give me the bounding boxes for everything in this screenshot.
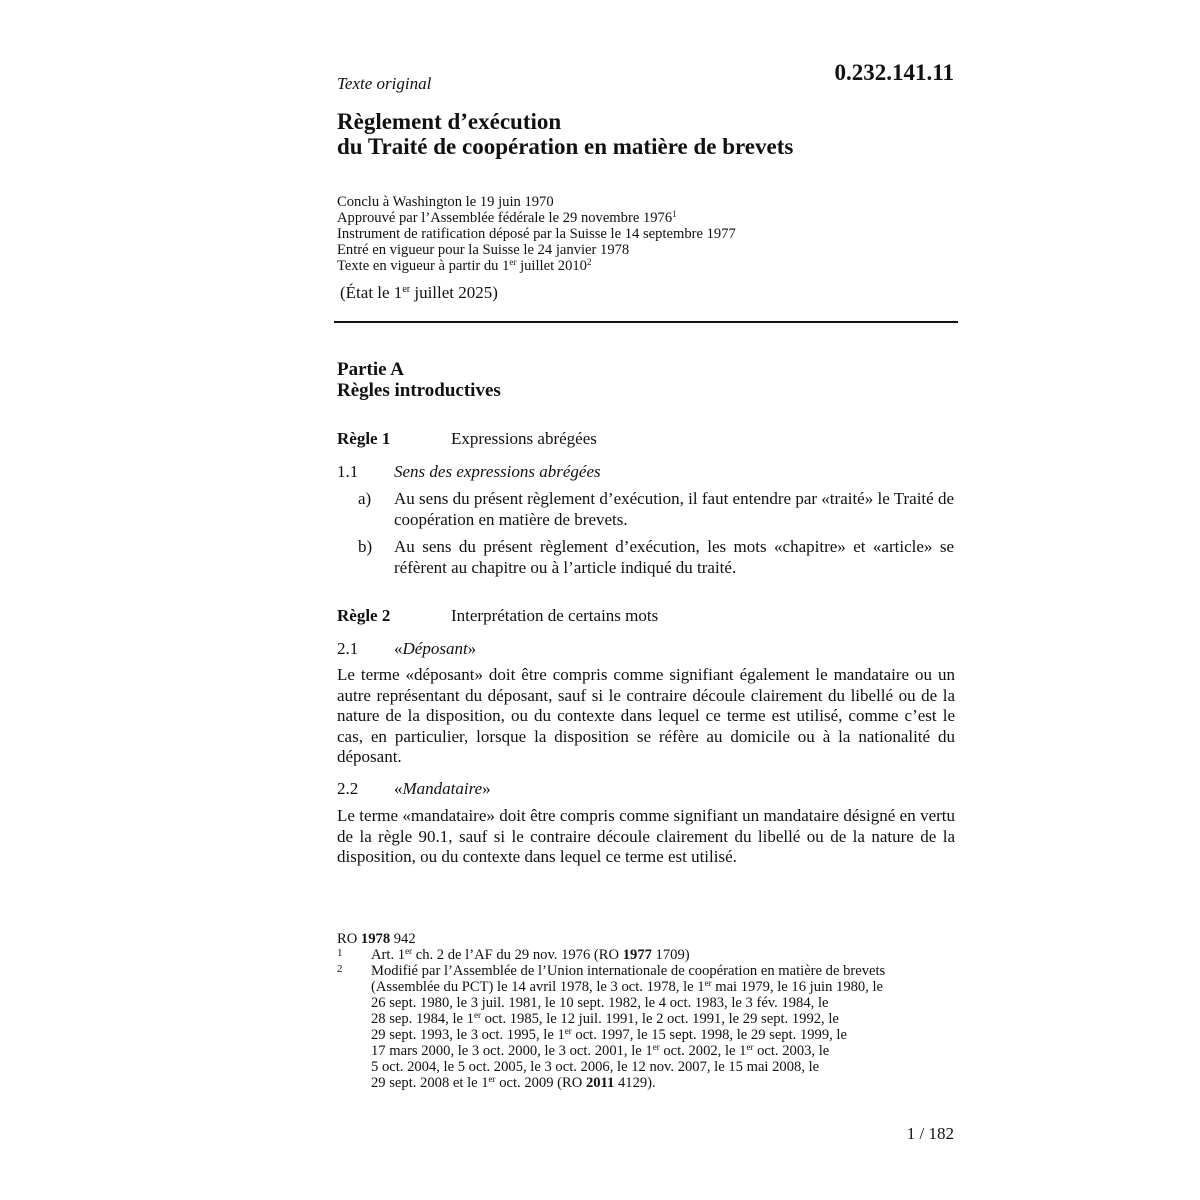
title-line-1: Règlement d’exécution <box>337 109 562 134</box>
rule-1-title: Expressions abrégées <box>451 429 597 448</box>
rule-2-2-title: Mandataire <box>402 779 483 798</box>
page-number: 1 / 182 <box>906 1124 954 1143</box>
footnote-1: 1 Art. 1er ch. 2 de l’AF du 29 nov. 1976 (RO 1977 1709) <box>337 946 690 963</box>
state-date: (État le 1er juillet 2025) <box>340 283 498 302</box>
document-title <box>337 109 793 159</box>
rule-2-2-heading: 2.2 «Mandataire» <box>337 779 491 798</box>
part-title: Règles introductives <box>337 380 501 401</box>
rule-2-title: Interprétation de certains mots <box>451 606 659 625</box>
rule-2-2-paragraph: Le terme «mandataire» doit être compris comme signifiant un mandataire désigné en vertu de la règle 90.1, sauf si le contraire découle clairement du libellé ou de la nature de la disposition, ou du contexte dans lequel ce terme est utilisé. <box>337 806 955 866</box>
part-label: Partie A <box>337 359 405 380</box>
document-page <box>337 0 959 1200</box>
rule-1-1-number: 1.1 <box>337 462 359 481</box>
rule-1-1-title: Sens des expressions abrégées <box>394 462 601 481</box>
footnotes <box>337 931 955 1091</box>
rule-2-1-title: Déposant <box>402 639 468 658</box>
footnote-2: 2 Modifié par l’Assemblée de l’Union internationale de coopération en matière de brevets (Assemblée du PCT) le 14 avril 1978, le 3 oct. 1978, le 1er mai 1979, le 16 juin 1980, le 26 sept. 1980, le 3 juil. 1981, le 10 sept. 1982, le 4 oct. 1983, le 3 fév. 1984, le 28 sep. 1984, le 1er oct. 1985, le 12 juil. 1991, le 2 oct. 1991, le 29 sept. 1992, le 29 sept. 1993, le 3 oct. 1995, le 1er oct. 1997, le 15 sept. 1998, le 29 sept. 1999, le 17 mars 2000, le 3 oct. 2000, le 3 oct. 2001, le 1er oct. 2002, le 1er oct. 2003, le 5 oct. 2004, le 5 oct. 2005, le 3 oct. 2006, le 12 nov. 2007, le 15 mai 2008, le 29 sept. 2008 et le 1er oct. 2009 (RO 2011 4129). <box>337 963 886 1091</box>
footnote-ref-1[interactable]: 1 <box>672 209 677 219</box>
sr-number: 0.232.141.11 <box>834 60 954 85</box>
meta-text-in-force: Texte en vigueur à partir du 1er juillet 2010$^2$ <box>337 257 592 274</box>
meta-in-force: Entré en vigueur pour la Suisse le 24 janvier 1978 <box>337 242 630 258</box>
rule-1-number: Règle 1 <box>337 429 391 448</box>
original-text-label: Texte original <box>337 74 432 93</box>
document-metadata <box>337 194 736 274</box>
rule-1-1-item-a: a) Au sens du présent règlement d’exécution, il faut entendre par «traité» le Traité de coopération en matière de brevets. <box>358 489 954 529</box>
rule-2-1-heading: 2.1 «Déposant» <box>337 639 477 658</box>
rule-1-1-item-b: b) Au sens du présent règlement d’exécution, les mots «chapitre» et «article» se réfèrent au chapitre ou à l’article indiqué du traité. <box>358 537 954 577</box>
rule-2-1-number: 2.1 <box>337 639 359 658</box>
meta-concluded: Conclu à Washington le 19 juin 1970 <box>337 194 554 210</box>
meta-ratification: Instrument de ratification déposé par la Suisse le 14 septembre 1977 <box>337 226 736 242</box>
meta-approved: Approuvé par l’Assemblée fédérale le 29 novembre 1976$^1$ <box>337 209 677 226</box>
title-line-2: du Traité de coopération en matière de brevets <box>337 134 794 159</box>
rule-2-number: Règle 2 <box>337 606 391 625</box>
rule-2-2-number: 2.2 <box>337 779 359 798</box>
rule-2-1-paragraph: Le terme «déposant» doit être compris comme signifiant également le mandataire ou un autre représentant du déposant, sauf si le contraire découle clairement du libellé ou de la nature de la disposition, ou du contexte dans lequel ce terme est utilisé, comme c’est le cas, en particulier, lorsque la disposition se réfère au domicile ou à la nationalité du déposant. <box>337 665 955 766</box>
header-divider <box>334 321 958 323</box>
rule-1-1-heading <box>337 462 601 482</box>
ro-reference: RO 1978 942 <box>337 931 416 947</box>
rule-1-heading <box>337 429 597 449</box>
rule-2-heading <box>337 606 658 626</box>
part-heading <box>337 359 501 401</box>
footnote-ref-2[interactable]: 2 <box>586 257 592 267</box>
